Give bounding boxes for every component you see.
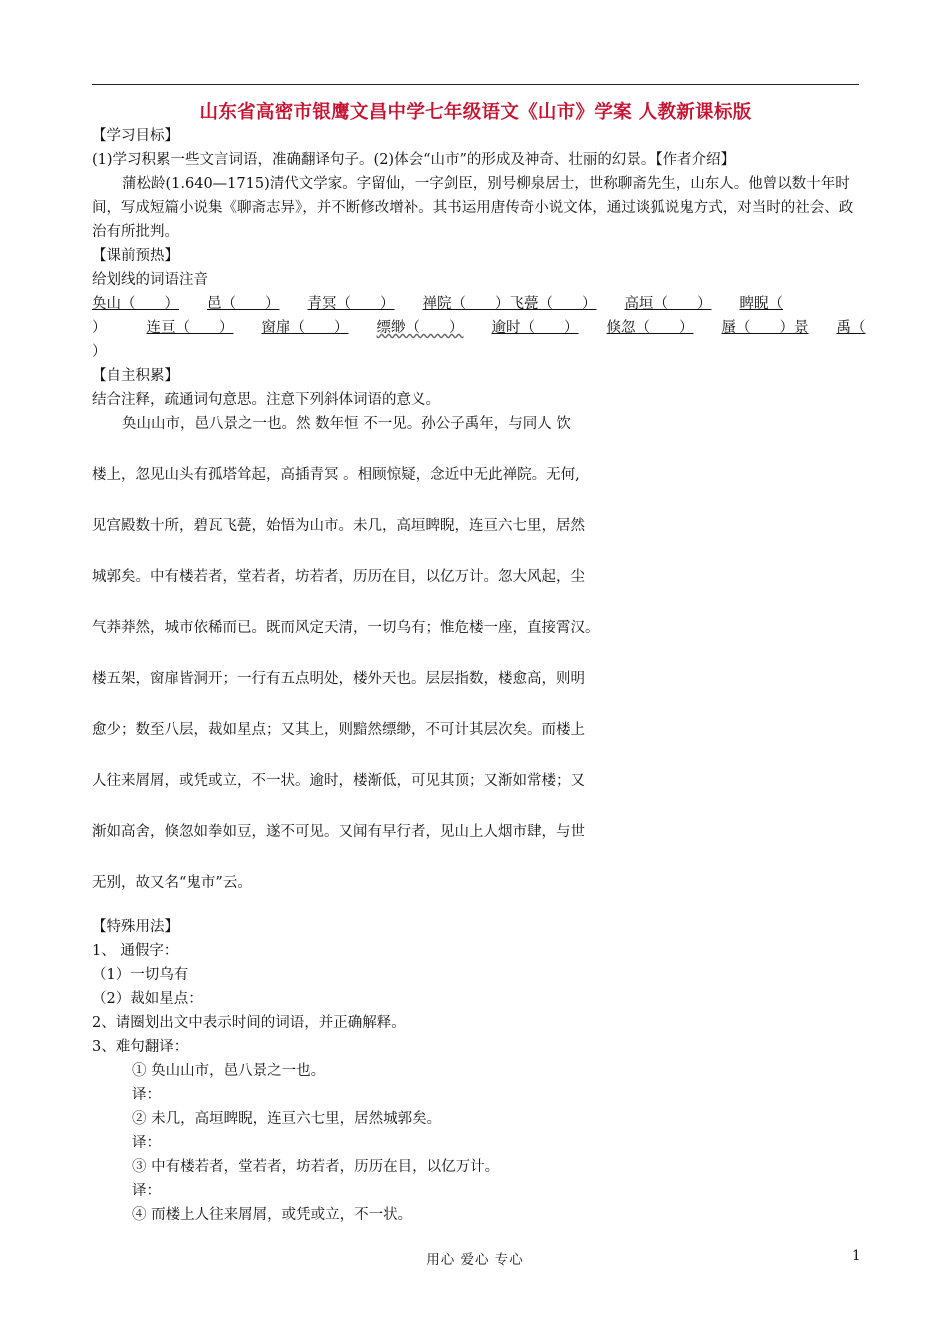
- translation-question: ④ 而楼上人往来屑屑，或凭或立，不一状。: [132, 1207, 413, 1223]
- translation-list: [92, 1059, 867, 1227]
- pinyin-item: 蜃（ ）景: [721, 320, 809, 336]
- translation-question: ① 奂山山市，邑八景之一也。: [132, 1063, 326, 1079]
- passage-line: 楼上，忽见山头有孤塔耸起，高插青冥 。相顾惊疑，念近中无此禅院。无何,: [92, 467, 580, 483]
- pinyin-item: 窗扉（ ）: [261, 320, 349, 336]
- translation-answer: 译：: [132, 1135, 161, 1151]
- item-3: 3、难句翻译：: [92, 1039, 189, 1055]
- passage-line: 无别，故又名“鬼市”云。: [92, 875, 252, 891]
- self-study-heading: 【自主积累】: [92, 368, 179, 384]
- pinyin-item: 倏忽（ ）: [606, 320, 694, 336]
- author-intro: 蒲松龄(1.640—1715)清代文学家。字留仙，一字剑臣，别号柳泉居士，世称聊斋先生，山东人。他曾以数十年时间，写成短篇小说集《聊斋志异》，并不断修改增补。其书运用唐传奇小说文体，通过谈狐说鬼方式，对当时的社会、政治有所批判。: [92, 176, 854, 240]
- pinyin-item: 青冥（ ）: [307, 296, 395, 312]
- pinyin-item: 逾时（ ）: [491, 320, 579, 336]
- passage-line: 愈少；数至八层，裁如星点；又其上，则黯然缥缈，不可计其层次矣。而楼上: [92, 722, 585, 738]
- item-1a: （1）一切乌有: [92, 967, 189, 983]
- classical-passage: [92, 412, 867, 915]
- pinyin-row-2: [92, 316, 867, 340]
- passage-line: 见宫殿数十所，碧瓦飞甍，始悟为山市。未几，高垣睥睨，连亘六七里，居然: [92, 518, 585, 534]
- preview-heading: 【课前预热】: [92, 248, 179, 264]
- pinyin-item: ）: [92, 320, 107, 336]
- document-body: [92, 124, 867, 1227]
- page-number: 1: [852, 1248, 861, 1264]
- passage-line: 城郭矣。中有楼若者，堂若者，坊若者，历历在目，以亿万计。忽大风起，尘: [92, 569, 585, 585]
- pinyin-item: 禹（: [836, 320, 866, 336]
- pinyin-item: 邑（ ）: [207, 296, 280, 312]
- page-footer: 用心 爱心 专心: [426, 1252, 524, 1268]
- self-study-instruction: 结合注释，疏通词句意思。注意下列斜体词语的意义。: [92, 392, 440, 408]
- special-usage-heading: 【特殊用法】: [92, 919, 179, 935]
- passage-line: 奂山山市，邑八景之一也。然 数年恒 不一见。孙公子禹年，与同人 饮: [122, 416, 571, 432]
- page-title: 山东省高密市银鹰文昌中学七年级语文《山市》学案 人教新课标版: [199, 102, 752, 123]
- pinyin-item: 高垣（ ）: [624, 296, 712, 312]
- pinyin-item: 奂山（ ）: [92, 296, 179, 312]
- passage-line: 楼五架，窗扉皆洞开；一行有五点明处，楼外天也。层层指数，楼愈高，则明: [92, 671, 585, 687]
- translation-question: ② 未几，高垣睥睨，连亘六七里，居然城郭矣。: [132, 1111, 442, 1127]
- goal-heading: 【学习目标】: [92, 128, 179, 144]
- pinyin-item: 连亘（ ）: [146, 320, 234, 336]
- pinyin-row-1: [92, 292, 867, 316]
- translation-question: ③ 中有楼若者，堂若者，坊若者，历历在目，以亿万计。: [132, 1159, 500, 1175]
- goal-text: (1)学习积累一些文言词语，准确翻译句子。(2)体会“山市”的形成及神奇、壮丽的幻景。【作者介绍】: [92, 152, 736, 168]
- translation-answer: 译：: [132, 1087, 161, 1103]
- item-1b: （2）裁如星点：: [92, 991, 203, 1007]
- pinyin-row-3: ）: [92, 344, 107, 360]
- passage-line: 气莽莽然，城市依稀而已。既而风定天清，一切乌有；惟危楼一座，直接霄汉。: [92, 620, 600, 636]
- translation-answer: 译：: [132, 1183, 161, 1199]
- passage-line: 渐如高舍，倏忽如拳如豆，遂不可见。又闻有早行者，见山上人烟市肆，与世: [92, 824, 585, 840]
- item-2: 2、请圈划出文中表示时间的词语，并正确解释。: [92, 1015, 406, 1031]
- passage-line: 人往来屑屑，或凭或立，不一状。逾时，楼渐低，可见其顶；又渐如常楼；又: [92, 773, 585, 789]
- preview-instruction: 给划线的词语注音: [92, 272, 208, 288]
- pinyin-item: 禅院（ ）飞甍（ ）: [422, 296, 597, 312]
- top-rule: [92, 84, 859, 85]
- pinyin-item: 缥缈（ ）: [376, 320, 464, 336]
- pinyin-item: 睥睨（: [739, 296, 783, 312]
- item-1: 1、 通假字：: [92, 943, 179, 959]
